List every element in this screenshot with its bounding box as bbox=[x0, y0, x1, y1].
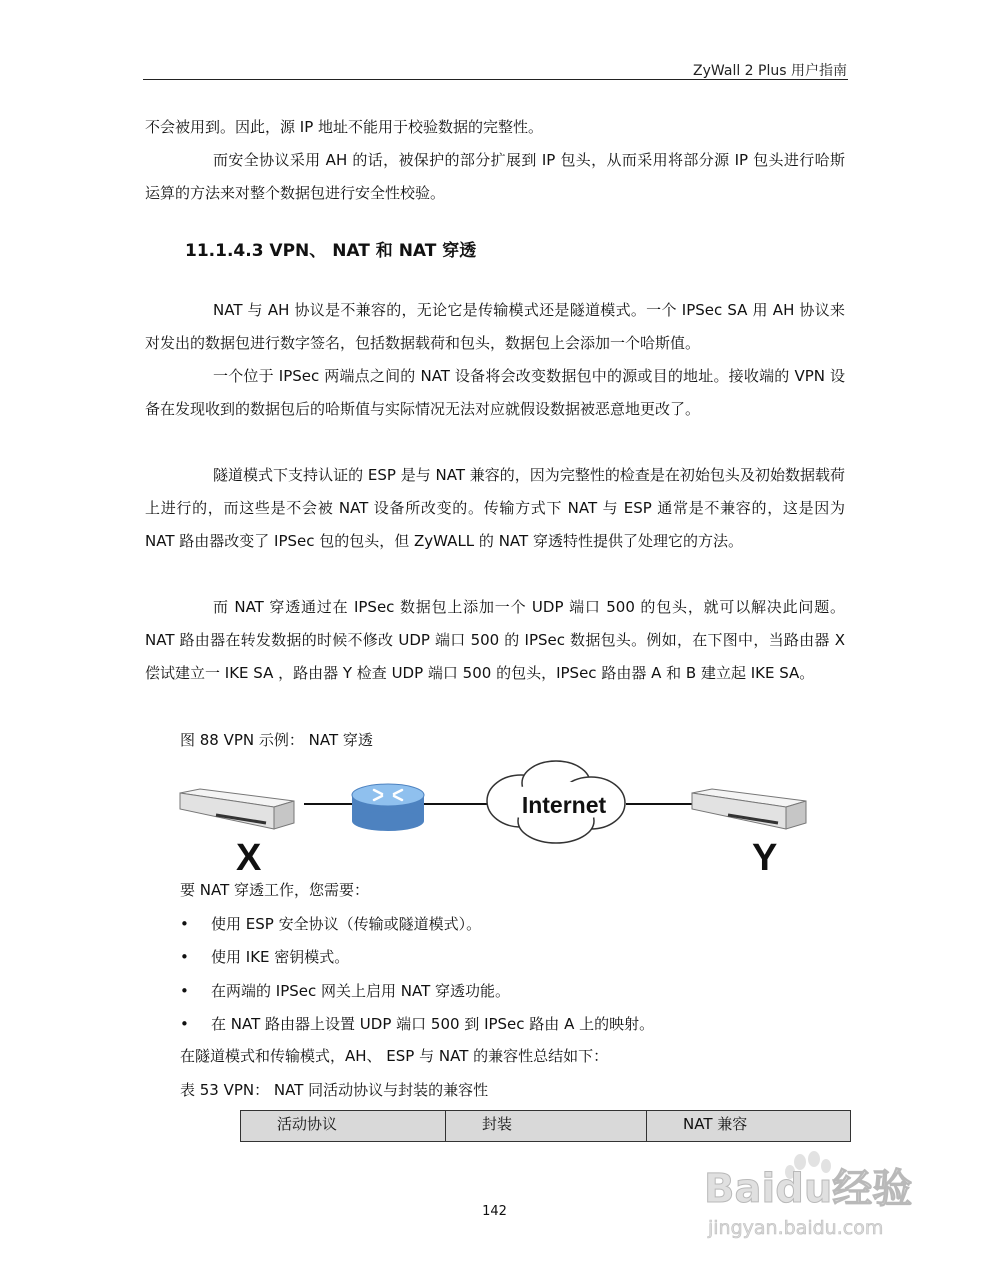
bullet-dot: • bbox=[180, 982, 189, 1000]
paragraph-5: 隧道模式下支持认证的 ESP 是与 NAT 兼容的，因为完整性的检查是在初始包头及初始数据载荷上进行的，而这些是不会被 NAT 设备所改变的。传输方式下 NAT 与 ESP 通常是不兼容的，这是因为 NAT 路由器改变了 IPSec 包的包头，但 ZyWALL 的 NAT 穿透特性提供了处理它的方法。 bbox=[145, 466, 845, 550]
compatibility-table-header bbox=[240, 1110, 851, 1142]
bullet-item bbox=[180, 979, 510, 1003]
bullet-item bbox=[180, 912, 481, 936]
internet-label: Internet bbox=[521, 792, 607, 818]
label-x: X bbox=[236, 837, 262, 877]
bullet-item bbox=[180, 945, 349, 969]
device-y-icon bbox=[692, 789, 806, 829]
router-icon bbox=[352, 784, 424, 831]
paragraph-4: 一个位于 IPSec 两端点之间的 NAT 设备将会改变数据包中的源或目的地址。接收端的 VPN 设备在发现收到的数据包后的哈斯值与实际情况无法对应就假设数据被恶意地更改了。 bbox=[145, 367, 845, 418]
paragraph-1: 不会被用到。因此，源 IP 地址不能用于校验数据的完整性。 bbox=[145, 118, 544, 136]
watermark-url: jingyan.baidu.com bbox=[708, 1217, 884, 1239]
bullet-dot: • bbox=[180, 915, 189, 933]
section-heading: 11.1.4.3 VPN、 NAT 和 NAT 穿透 bbox=[185, 241, 477, 261]
requirements-intro: 要 NAT 穿透工作，您需要： bbox=[180, 881, 370, 899]
bullet-text: 在 NAT 路由器上设置 UDP 端口 500 到 IPSec 路由 A 上的映射。 bbox=[211, 1015, 655, 1033]
bullet-item bbox=[180, 1012, 654, 1036]
bullet-text: 在两端的 IPSec 网关上启用 NAT 穿透功能。 bbox=[211, 982, 511, 1000]
table-header-cell: 封装 bbox=[445, 1111, 646, 1141]
bullet-dot: • bbox=[180, 1015, 189, 1033]
table-caption: 表 53 VPN： NAT 同活动协议与封装的兼容性 bbox=[180, 1081, 489, 1099]
watermark-brand: Baidu经验 bbox=[704, 1166, 913, 1212]
paragraph-6: 而 NAT 穿透通过在 IPSec 数据包上添加一个 UDP 端口 500 的包头，就可以解决此问题。NAT 路由器在转发数据的时候不修改 UDP 端口 500 的 IPSec 数据包头。例如，在下图中，当路由器 X 偿试建立一 IKE SA ，路由器 Y 检查 UDP 端口 500 的包头，IPSec 路由器 A 和 B 建立起 IKE SA。 bbox=[145, 598, 845, 682]
label-y: Y bbox=[752, 837, 778, 877]
table-header-cell: 活动协议 bbox=[277, 1115, 338, 1133]
paragraph-2: 而安全协议采用 AH 的话，被保护的部分扩展到 IP 包头，从而采用将部分源 IP 包头进行哈斯运算的方法来对整个数据包进行安全性校验。 bbox=[145, 151, 845, 202]
page-number: 142 bbox=[482, 1204, 507, 1219]
paragraph-3: NAT 与 AH 协议是不兼容的，无论它是传输模式还是隧道模式。一个 IPSec SA 用 AH 协议来对发出的数据包进行数字签名，包括数据载荷和包头，数据包上会添加一个哈斯值。 bbox=[145, 301, 845, 352]
figure-caption: 图 88 VPN 示例： NAT 穿透 bbox=[180, 731, 373, 749]
summary-line: 在隧道模式和传输模式，AH、 ESP 与 NAT 的兼容性总结如下： bbox=[180, 1047, 609, 1065]
bullet-text: 使用 ESP 安全协议（传输或隧道模式）。 bbox=[211, 915, 482, 933]
device-x-icon bbox=[180, 789, 294, 829]
vpn-nat-diagram bbox=[176, 757, 836, 877]
bullet-text: 使用 IKE 密钥模式。 bbox=[211, 948, 350, 966]
bullet-dot: • bbox=[180, 948, 189, 966]
header-title: ZyWall 2 Plus 用户指南 bbox=[693, 63, 847, 79]
header-rule bbox=[143, 79, 848, 80]
table-header-cell: NAT 兼容 bbox=[646, 1111, 850, 1141]
baidu-watermark bbox=[700, 1150, 940, 1240]
